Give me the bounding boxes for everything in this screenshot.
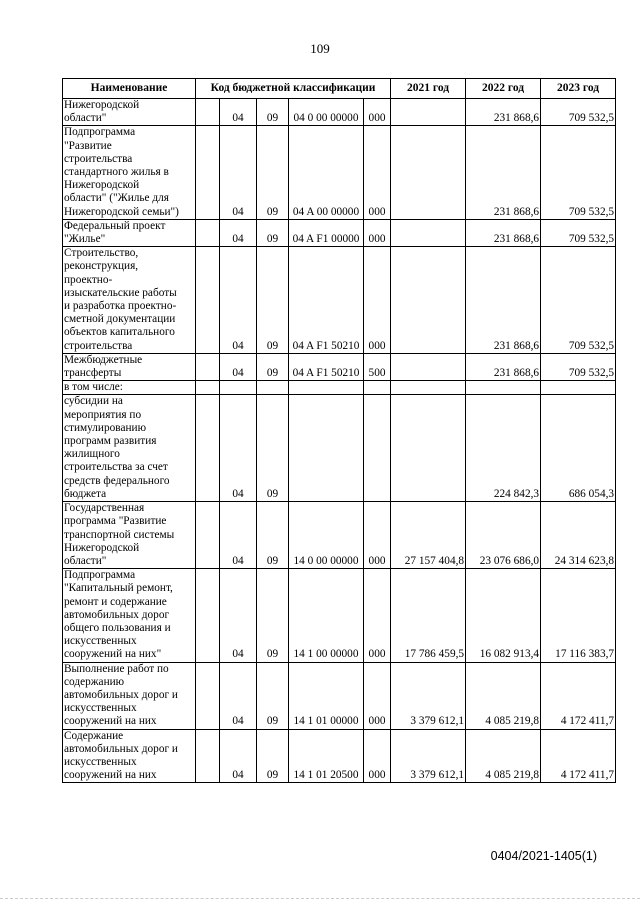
- section-code: 04: [220, 126, 257, 219]
- section-code: 04: [220, 662, 257, 729]
- table-row: [63, 126, 616, 219]
- bottom-scan-line: [0, 898, 640, 899]
- table-row: [63, 219, 616, 246]
- subsection-code: 09: [257, 662, 289, 729]
- value-2023: 709 532,5: [541, 219, 616, 246]
- expense-type-code: 000: [364, 729, 391, 783]
- value-2023: 4 172 411,7: [541, 662, 616, 729]
- expense-type-code: 500: [364, 353, 391, 380]
- expense-type-code: 000: [364, 569, 391, 662]
- value-2021: [391, 219, 466, 246]
- blank-cell: [196, 569, 220, 662]
- value-2022: 231 868,6: [466, 99, 541, 126]
- subsection-code: 09: [257, 219, 289, 246]
- blank-cell: [196, 99, 220, 126]
- value-2023: 709 532,5: [541, 126, 616, 219]
- expense-type-code: 000: [364, 126, 391, 219]
- value-2021: [391, 381, 466, 395]
- value-2021: 3 379 612,1: [391, 729, 466, 783]
- value-2021: [391, 247, 466, 354]
- value-2023: 24 314 623,8: [541, 502, 616, 569]
- row-name: Государственная программа "Развитие транспортной системы Нижегородской области": [63, 502, 196, 569]
- target-article-code: 14 1 00 00000: [289, 569, 364, 662]
- blank-cell: [196, 126, 220, 219]
- header-2021: 2021 год: [391, 79, 466, 99]
- value-2021: [391, 395, 466, 502]
- expense-type-code: 000: [364, 219, 391, 246]
- target-article-code: 04 0 00 00000: [289, 99, 364, 126]
- section-code: 04: [220, 729, 257, 783]
- target-article-code: [289, 395, 364, 502]
- section-code: 04: [220, 247, 257, 354]
- value-2021: [391, 99, 466, 126]
- subsection-code: 09: [257, 502, 289, 569]
- value-2022: 4 085 219,8: [466, 729, 541, 783]
- header-row: [63, 79, 616, 99]
- value-2021: 3 379 612,1: [391, 662, 466, 729]
- subsection-code: 09: [257, 247, 289, 354]
- blank-cell: [196, 395, 220, 502]
- section-code: 04: [220, 502, 257, 569]
- value-2021: [391, 353, 466, 380]
- table-row: [63, 662, 616, 729]
- table-row: [63, 247, 616, 354]
- section-code: 04: [220, 353, 257, 380]
- value-2022: 231 868,6: [466, 247, 541, 354]
- table-row: [63, 99, 616, 126]
- document-code: 0404/2021-1405(1): [490, 849, 597, 863]
- target-article-code: 04 A F1 50210: [289, 353, 364, 380]
- blank-cell: [196, 502, 220, 569]
- blank-cell: [196, 353, 220, 380]
- target-article-code: 14 0 00 00000: [289, 502, 364, 569]
- table-row: [63, 395, 616, 502]
- section-code: 04: [220, 395, 257, 502]
- value-2022: 231 868,6: [466, 353, 541, 380]
- value-2022: 231 868,6: [466, 219, 541, 246]
- header-code: Код бюджетной классификации: [196, 79, 391, 99]
- value-2022: 224 842,3: [466, 395, 541, 502]
- row-name: Федеральный проект "Жилье": [63, 219, 196, 246]
- row-name: Выполнение работ по содержанию автомобильных дорог и искусственных сооружений на них: [63, 662, 196, 729]
- section-code: 04: [220, 569, 257, 662]
- subsection-code: 09: [257, 569, 289, 662]
- target-article-code: [289, 381, 364, 395]
- table-row: [63, 502, 616, 569]
- row-name: Нижегородской области": [63, 99, 196, 126]
- value-2022: [466, 381, 541, 395]
- subsection-code: 09: [257, 353, 289, 380]
- value-2022: 16 082 913,4: [466, 569, 541, 662]
- value-2023: [541, 381, 616, 395]
- row-name: субсидии на мероприятия по стимулированию программ развития жилищного строительства за счет средств федерального бюджета: [63, 395, 196, 502]
- subsection-code: 09: [257, 395, 289, 502]
- value-2021: [391, 126, 466, 219]
- expense-type-code: 000: [364, 662, 391, 729]
- value-2022: 23 076 686,0: [466, 502, 541, 569]
- subsection-code: 09: [257, 729, 289, 783]
- row-name: Подпрограмма "Развитие строительства стандартного жилья в Нижегородской области" ("Жилье для Нижегородской семьи"): [63, 126, 196, 219]
- value-2023: 709 532,5: [541, 353, 616, 380]
- subsection-code: 09: [257, 126, 289, 219]
- target-article-code: 04 A F1 50210: [289, 247, 364, 354]
- table-row: [63, 729, 616, 783]
- section-code: 04: [220, 99, 257, 126]
- header-2023: 2023 год: [541, 79, 616, 99]
- budget-table: [62, 78, 616, 783]
- target-article-code: 04 A 00 00000: [289, 126, 364, 219]
- row-name: Строительство, реконструкция, проектно- изыскательские работы и разработка проектно- сметной документации объектов капитального строительства: [63, 247, 196, 354]
- target-article-code: 04 A F1 00000: [289, 219, 364, 246]
- value-2023: 17 116 383,7: [541, 569, 616, 662]
- expense-type-code: 000: [364, 502, 391, 569]
- expense-type-code: [364, 395, 391, 502]
- value-2021: 27 157 404,8: [391, 502, 466, 569]
- expense-type-code: 000: [364, 247, 391, 354]
- value-2023: 709 532,5: [541, 99, 616, 126]
- target-article-code: 14 1 01 00000: [289, 662, 364, 729]
- section-code: 04: [220, 219, 257, 246]
- blank-cell: [196, 662, 220, 729]
- section-code: [220, 381, 257, 395]
- subsection-code: 09: [257, 99, 289, 126]
- blank-cell: [196, 729, 220, 783]
- subsection-code: [257, 381, 289, 395]
- blank-cell: [196, 247, 220, 354]
- row-name: Подпрограмма "Капитальный ремонт, ремонт и содержание автомобильных дорог общего пользования и искусственных сооружений на них": [63, 569, 196, 662]
- expense-type-code: 000: [364, 99, 391, 126]
- table-row: [63, 353, 616, 380]
- expense-type-code: [364, 381, 391, 395]
- row-name: Межбюджетные трансферты: [63, 353, 196, 380]
- value-2023: 709 532,5: [541, 247, 616, 354]
- value-2022: 4 085 219,8: [466, 662, 541, 729]
- target-article-code: 14 1 01 20500: [289, 729, 364, 783]
- page-number: 109: [310, 41, 330, 56]
- header-2022: 2022 год: [466, 79, 541, 99]
- value-2021: 17 786 459,5: [391, 569, 466, 662]
- row-name: Содержание автомобильных дорог и искусственных сооружений на них: [63, 729, 196, 783]
- row-name: в том числе:: [63, 381, 196, 395]
- table-row: [63, 569, 616, 662]
- value-2022: 231 868,6: [466, 126, 541, 219]
- blank-cell: [196, 381, 220, 395]
- blank-cell: [196, 219, 220, 246]
- table-row: [63, 381, 616, 395]
- value-2023: 4 172 411,7: [541, 729, 616, 783]
- header-name: Наименование: [63, 79, 196, 99]
- value-2023: 686 054,3: [541, 395, 616, 502]
